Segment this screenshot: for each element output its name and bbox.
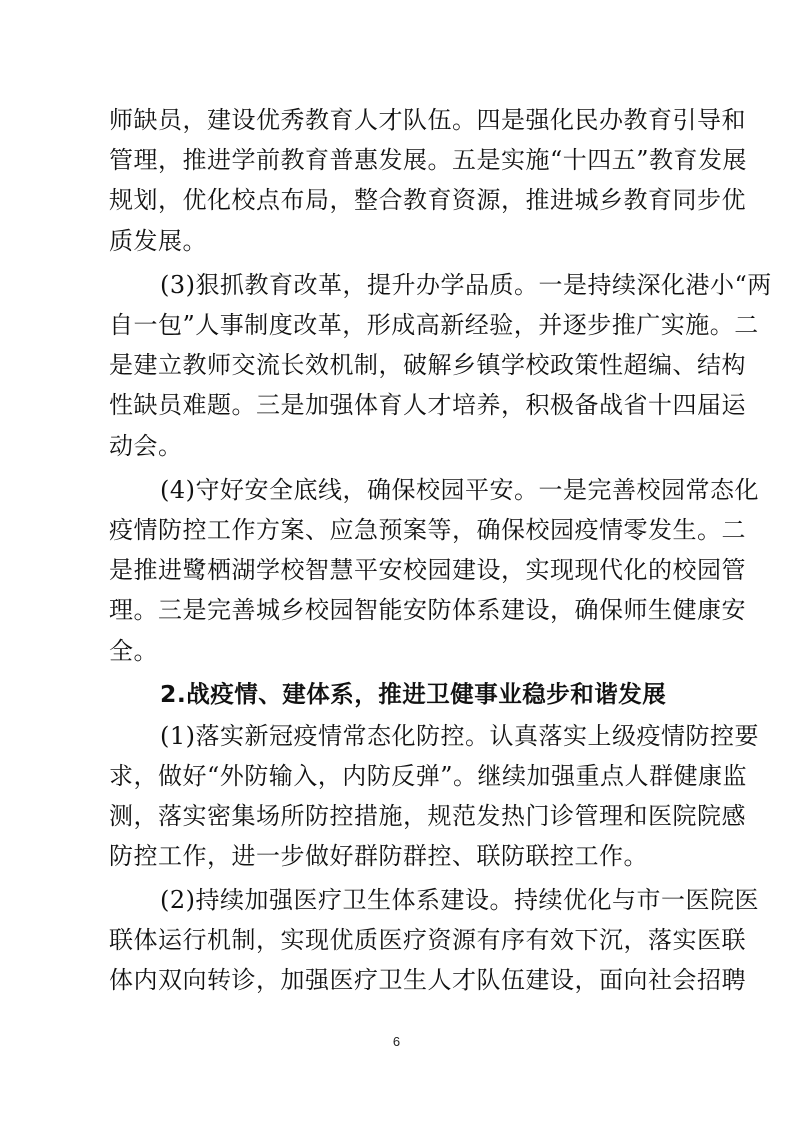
- paragraph-start-line: (1)落实新冠疫情常态化防控。认真落实上级疫情防控要: [160, 722, 759, 750]
- body-text-line: 管理，推进学前教育普惠发展。五是实施“十四五”教育发展: [109, 146, 748, 174]
- section-heading: 2.战疫情、建体系，推进卫健事业稳步和谐发展: [160, 680, 667, 708]
- paragraph-start-line: (3)狠抓教育改革，提升办学品质。一是持续深化港小“两: [160, 271, 772, 299]
- body-text-line: 测，落实密集场所防控措施，规范发热门诊管理和医院院感: [109, 802, 746, 830]
- body-text-line: 求，做好“外防输入，内防反弹”。继续加强重点人群健康监: [109, 762, 748, 790]
- body-text-line: 防控工作，进一步做好群防群控、联防联控工作。: [109, 842, 648, 870]
- body-text-line: 质发展。: [109, 227, 207, 255]
- body-text-line: 规划，优化校点布局，整合教育资源，推进城乡教育同步优: [109, 186, 746, 214]
- body-text-line: 师缺员，建设优秀教育人才队伍。四是强化民办教育引导和: [109, 106, 746, 134]
- body-text-line: 自一包”人事制度改革，形成高新经验，并逐步推广实施。二: [109, 311, 759, 339]
- paragraph-start-line: (4)守好安全底线，确保校园平安。一是完善校园常态化: [160, 476, 759, 504]
- body-text-line: 是推进鹭栖湖学校智慧平安校园建设，实现现代化的校园管: [109, 556, 746, 584]
- body-text-line: 动会。: [109, 432, 183, 460]
- body-text-line: 全。: [109, 637, 158, 665]
- paragraph-start-line: (2)持续加强医疗卫生体系建设。持续优化与市一医院医: [160, 886, 759, 914]
- page-number: 6: [392, 1034, 401, 1049]
- body-text-line: 是建立教师交流长效机制，破解乡镇学校政策性超编、结构: [109, 351, 746, 379]
- body-text-line: 体内双向转诊，加强医疗卫生人才队伍建设，面向社会招聘: [109, 966, 746, 994]
- body-text-line: 理。三是完善城乡校园智能安防体系建设，确保师生健康安: [109, 596, 746, 624]
- body-text-line: 联体运行机制，实现优质医疗资源有序有效下沉，落实医联: [109, 926, 746, 954]
- body-text-line: 疫情防控工作方案、应急预案等，确保校园疫情零发生。二: [109, 516, 746, 544]
- body-text-line: 性缺员难题。三是加强体育人才培养，积极备战省十四届运: [109, 391, 746, 419]
